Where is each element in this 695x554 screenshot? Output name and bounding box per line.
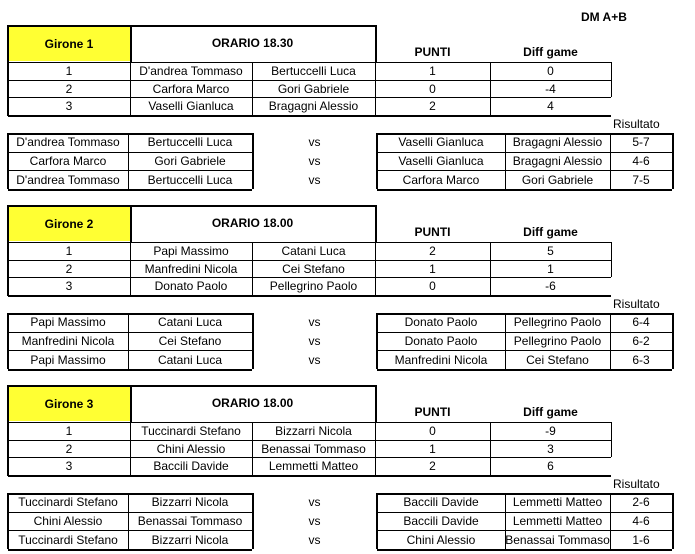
grid-line bbox=[672, 493, 674, 549]
match-vs: vs bbox=[308, 334, 321, 349]
standing-points: 2 bbox=[429, 459, 436, 474]
standing-points: 0 bbox=[429, 423, 436, 438]
grid-line bbox=[7, 25, 9, 62]
match-team-b-player-2: Gori Gabriele bbox=[521, 172, 594, 187]
grid-line bbox=[505, 313, 506, 369]
grid-line bbox=[130, 62, 131, 115]
grid-line bbox=[7, 493, 9, 549]
grid-line bbox=[490, 242, 491, 295]
match-team-a-player-1: Carfora Marco bbox=[29, 154, 107, 169]
grid-line bbox=[505, 133, 506, 189]
match-score: 4-6 bbox=[632, 514, 650, 529]
match-team-b-player-1: Carfora Marco bbox=[402, 172, 480, 187]
grid-line bbox=[8, 369, 252, 371]
standing-player-2: Lemmetti Matteo bbox=[268, 459, 359, 474]
grid-line bbox=[130, 25, 132, 62]
grid-line bbox=[252, 133, 254, 189]
standing-points: 1 bbox=[429, 63, 436, 78]
grid-line bbox=[7, 313, 9, 369]
grid-line bbox=[7, 422, 9, 476]
match-team-a-player-2: Catani Luca bbox=[157, 352, 223, 367]
match-vs: vs bbox=[308, 154, 321, 169]
grid-line bbox=[7, 385, 9, 422]
grid-line bbox=[252, 242, 253, 295]
grid-line bbox=[130, 242, 131, 295]
match-team-a-player-2: Catani Luca bbox=[157, 315, 223, 330]
match-team-a-player-1: Manfredini Nicola bbox=[21, 334, 115, 349]
match-team-a-player-2: Bertuccelli Luca bbox=[147, 172, 233, 187]
standing-player-1: Donato Paolo bbox=[154, 279, 228, 294]
match-team-b-player-1: Manfredini Nicola bbox=[394, 352, 488, 367]
match-team-b-player-1: Vaselli Gianluca bbox=[398, 154, 484, 169]
standing-player-1: Tuccinardi Stefano bbox=[141, 423, 241, 438]
standing-pos: 2 bbox=[65, 441, 73, 456]
result-label: Risultato bbox=[613, 297, 660, 311]
grid-line bbox=[375, 242, 376, 295]
standing-player-2: Gori Gabriele bbox=[277, 81, 350, 96]
match-team-b-player-2: Lemmetti Matteo bbox=[512, 495, 603, 510]
grid-line bbox=[672, 313, 674, 369]
group-time: ORARIO 18.00 bbox=[211, 216, 294, 230]
points-header: PUNTI bbox=[414, 45, 451, 59]
grid-line bbox=[128, 313, 129, 369]
match-team-b-player-2: Lemmetti Matteo bbox=[512, 514, 603, 529]
match-team-a-player-2: Gori Gabriele bbox=[154, 154, 226, 169]
grid-line bbox=[505, 493, 506, 549]
grid-line bbox=[130, 385, 132, 422]
match-team-b-player-1: Vaselli Gianluca bbox=[398, 135, 484, 150]
standing-player-2: Bragagni Alessio bbox=[268, 99, 359, 114]
match-team-b-player-2: Bragagni Alessio bbox=[512, 135, 603, 150]
points-header: PUNTI bbox=[414, 225, 451, 239]
standing-player-2: Catani Luca bbox=[281, 243, 346, 258]
standing-player-2: Bizzarri Nicola bbox=[275, 423, 352, 438]
grid-line bbox=[375, 62, 376, 115]
grid-line bbox=[8, 475, 611, 477]
match-score: 7-5 bbox=[632, 172, 650, 187]
grid-line bbox=[376, 133, 378, 189]
match-score: 1-6 bbox=[632, 532, 650, 547]
group-title: Girone 2 bbox=[44, 216, 94, 231]
match-team-b-player-2: Benassai Tommaso bbox=[505, 532, 610, 547]
grid-line bbox=[377, 369, 672, 371]
match-team-a-player-1: Chini Alessio bbox=[33, 514, 103, 529]
match-team-a-player-2: Bizzarri Nicola bbox=[151, 532, 229, 547]
grid-line bbox=[8, 385, 375, 387]
standing-diff: 4 bbox=[547, 99, 554, 114]
header-label: DM A+B bbox=[581, 10, 627, 24]
standing-points: 0 bbox=[429, 81, 436, 96]
match-score: 4-6 bbox=[632, 154, 650, 169]
grid-line bbox=[610, 133, 611, 189]
standing-diff: 5 bbox=[547, 243, 554, 258]
grid-line bbox=[8, 115, 611, 117]
match-vs: vs bbox=[308, 352, 321, 367]
grid-line bbox=[611, 422, 612, 457]
grid-line bbox=[611, 62, 612, 97]
result-label: Risultato bbox=[613, 477, 660, 491]
standing-pos: 3 bbox=[65, 459, 73, 474]
grid-line bbox=[377, 189, 672, 191]
standing-diff: -4 bbox=[545, 81, 556, 96]
match-team-b-player-1: Donato Paolo bbox=[404, 315, 478, 330]
standing-player-1: Baccili Davide bbox=[153, 459, 229, 474]
standing-pos: 1 bbox=[65, 243, 73, 258]
standing-diff: 1 bbox=[547, 261, 554, 276]
grid-line bbox=[375, 422, 376, 475]
standing-pos: 1 bbox=[65, 63, 73, 78]
match-team-a-player-1: Papi Massimo bbox=[30, 315, 106, 330]
diff-header: Diff game bbox=[523, 45, 578, 59]
match-team-b-player-1: Chini Alessio bbox=[406, 532, 476, 547]
match-team-a-player-1: Tuccinardi Stefano bbox=[18, 532, 118, 547]
standing-points: 1 bbox=[429, 261, 436, 276]
standing-diff: 0 bbox=[547, 63, 554, 78]
standing-player-2: Pellegrino Paolo bbox=[269, 279, 358, 294]
standing-pos: 2 bbox=[65, 81, 73, 96]
match-vs: vs bbox=[308, 514, 321, 529]
group-title: Girone 3 bbox=[44, 396, 94, 411]
match-team-a-player-2: Bertuccelli Luca bbox=[147, 135, 233, 150]
grid-line bbox=[7, 205, 9, 242]
match-team-a-player-1: D'andrea Tommaso bbox=[16, 172, 120, 187]
match-team-a-player-2: Benassai Tommaso bbox=[137, 514, 243, 529]
grid-line bbox=[252, 422, 253, 475]
points-header: PUNTI bbox=[414, 405, 451, 419]
standing-points: 0 bbox=[429, 279, 436, 294]
grid-line bbox=[490, 422, 491, 475]
grid-line bbox=[490, 62, 491, 115]
diff-header: Diff game bbox=[523, 405, 578, 419]
grid-line bbox=[7, 62, 9, 116]
match-team-a-player-1: Papi Massimo bbox=[30, 352, 106, 367]
match-score: 6-3 bbox=[632, 352, 650, 367]
match-score: 6-2 bbox=[632, 334, 650, 349]
grid-line bbox=[376, 493, 378, 549]
match-team-b-player-1: Donato Paolo bbox=[404, 334, 478, 349]
group-title: Girone 1 bbox=[44, 36, 94, 51]
grid-line bbox=[377, 549, 672, 551]
standing-pos: 3 bbox=[65, 279, 73, 294]
group-time: ORARIO 18.00 bbox=[211, 396, 294, 410]
grid-line bbox=[252, 493, 254, 549]
match-team-a-player-1: D'andrea Tommaso bbox=[16, 135, 120, 150]
grid-line bbox=[128, 493, 129, 549]
match-score: 5-7 bbox=[632, 135, 650, 150]
grid-line bbox=[130, 422, 131, 475]
standing-player-1: Carfora Marco bbox=[152, 81, 230, 96]
standing-diff: -9 bbox=[545, 423, 556, 438]
match-score: 2-6 bbox=[632, 495, 650, 510]
grid-line bbox=[130, 205, 132, 242]
grid-line bbox=[128, 133, 129, 189]
grid-line bbox=[8, 189, 252, 191]
match-team-b-player-1: Baccili Davide bbox=[403, 495, 479, 510]
grid-line bbox=[610, 493, 611, 549]
match-vs: vs bbox=[308, 135, 321, 150]
standing-player-1: D'andrea Tommaso bbox=[139, 63, 243, 78]
match-team-a-player-1: Tuccinardi Stefano bbox=[18, 495, 118, 510]
match-team-a-player-2: Cei Stefano bbox=[158, 334, 222, 349]
diff-header: Diff game bbox=[523, 225, 578, 239]
match-vs: vs bbox=[308, 315, 321, 330]
grid-line bbox=[7, 242, 9, 296]
standing-points: 2 bbox=[429, 243, 436, 258]
standing-diff: 3 bbox=[547, 441, 554, 456]
standing-player-1: Vaselli Gianluca bbox=[148, 99, 234, 114]
grid-line bbox=[252, 313, 254, 369]
standing-player-1: Papi Massimo bbox=[153, 243, 229, 258]
match-team-b-player-2: Bragagni Alessio bbox=[512, 154, 603, 169]
grid-line bbox=[7, 133, 9, 189]
standing-pos: 3 bbox=[65, 99, 73, 114]
grid-line bbox=[8, 549, 252, 551]
result-label: Risultato bbox=[613, 117, 660, 131]
standing-player-2: Cei Stefano bbox=[282, 261, 345, 276]
standing-diff: -6 bbox=[545, 279, 556, 294]
standing-points: 2 bbox=[429, 99, 436, 114]
standing-player-1: Chini Alessio bbox=[156, 441, 226, 456]
standing-diff: 6 bbox=[547, 459, 554, 474]
standing-points: 1 bbox=[429, 441, 436, 456]
standing-pos: 1 bbox=[65, 423, 73, 438]
match-score: 6-4 bbox=[632, 315, 650, 330]
match-team-a-player-2: Bizzarri Nicola bbox=[151, 495, 229, 510]
grid-line bbox=[611, 242, 612, 277]
grid-line bbox=[8, 295, 611, 297]
match-team-b-player-2: Pellegrino Paolo bbox=[513, 315, 602, 330]
standing-player-2: Bertuccelli Luca bbox=[271, 63, 356, 78]
standing-player-2: Benassai Tommaso bbox=[261, 441, 366, 456]
standing-pos: 2 bbox=[65, 261, 73, 276]
grid-line bbox=[8, 205, 375, 207]
standing-player-1: Manfredini Nicola bbox=[144, 261, 238, 276]
grid-line bbox=[8, 25, 375, 27]
match-team-b-player-2: Pellegrino Paolo bbox=[513, 334, 602, 349]
match-vs: vs bbox=[308, 172, 321, 187]
grid-line bbox=[252, 62, 253, 115]
match-vs: vs bbox=[308, 532, 321, 547]
grid-line bbox=[610, 313, 611, 369]
match-team-b-player-1: Baccili Davide bbox=[403, 514, 479, 529]
group-time: ORARIO 18.30 bbox=[211, 36, 294, 50]
match-vs: vs bbox=[308, 495, 321, 510]
match-team-b-player-2: Cei Stefano bbox=[526, 352, 589, 367]
grid-line bbox=[672, 133, 674, 189]
grid-line bbox=[376, 313, 378, 369]
